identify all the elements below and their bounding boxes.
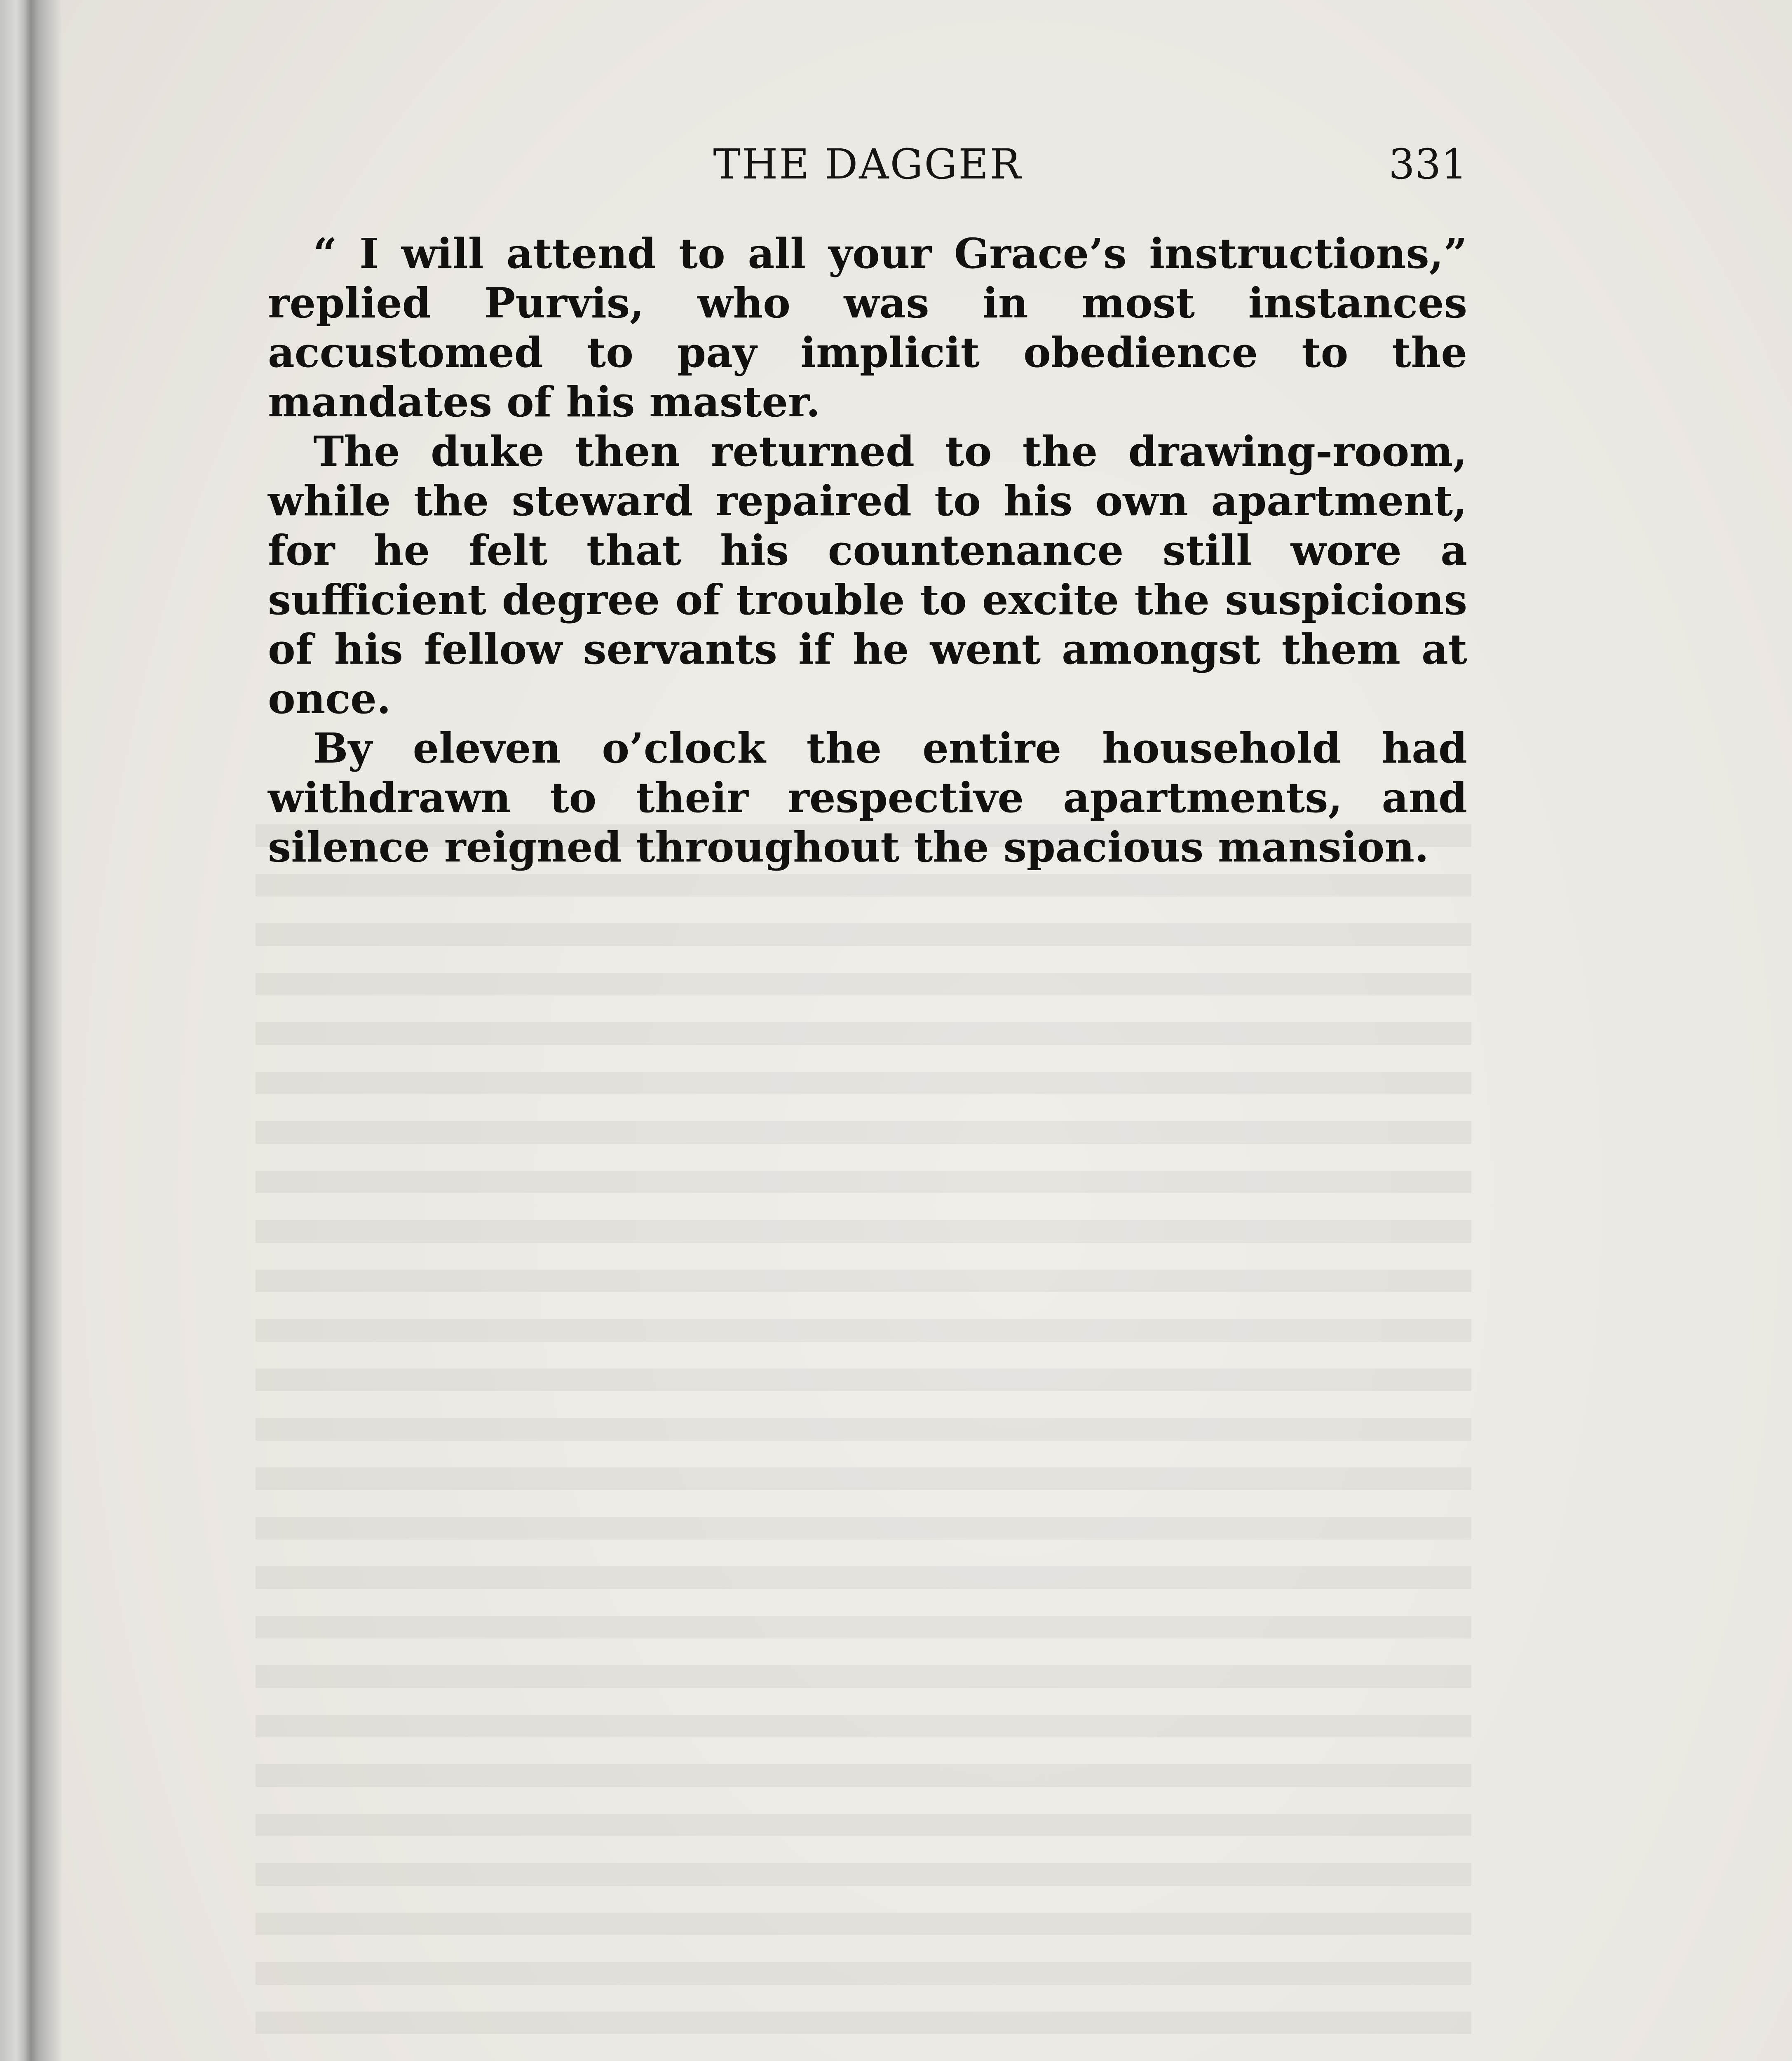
- running-title: THE DAGGER: [713, 140, 1022, 188]
- page-number: 331: [1389, 140, 1467, 188]
- paragraph: “ I will attend to all your Grace’s instructions,” replied Purvis, who was in most instances accustomed to pay implicit obedience to the mandates of his master.: [268, 229, 1467, 426]
- body-text: [268, 229, 1467, 872]
- paragraph: The duke then returned to the drawing-room, while the steward repaired to his own apartment, for he felt that his countenance still wore a sufficient degree of trouble to excite the suspicions of his fellow servants if he went amongst them at once.: [268, 427, 1467, 723]
- paragraph: By eleven o’clock the entire household had withdrawn to their respective apartments, and silence reigned throughout the spacious mansion.: [268, 724, 1467, 871]
- running-head: [268, 140, 1467, 198]
- book-spine-edge: [0, 0, 62, 2061]
- bleed-through-texture: [256, 824, 1471, 2061]
